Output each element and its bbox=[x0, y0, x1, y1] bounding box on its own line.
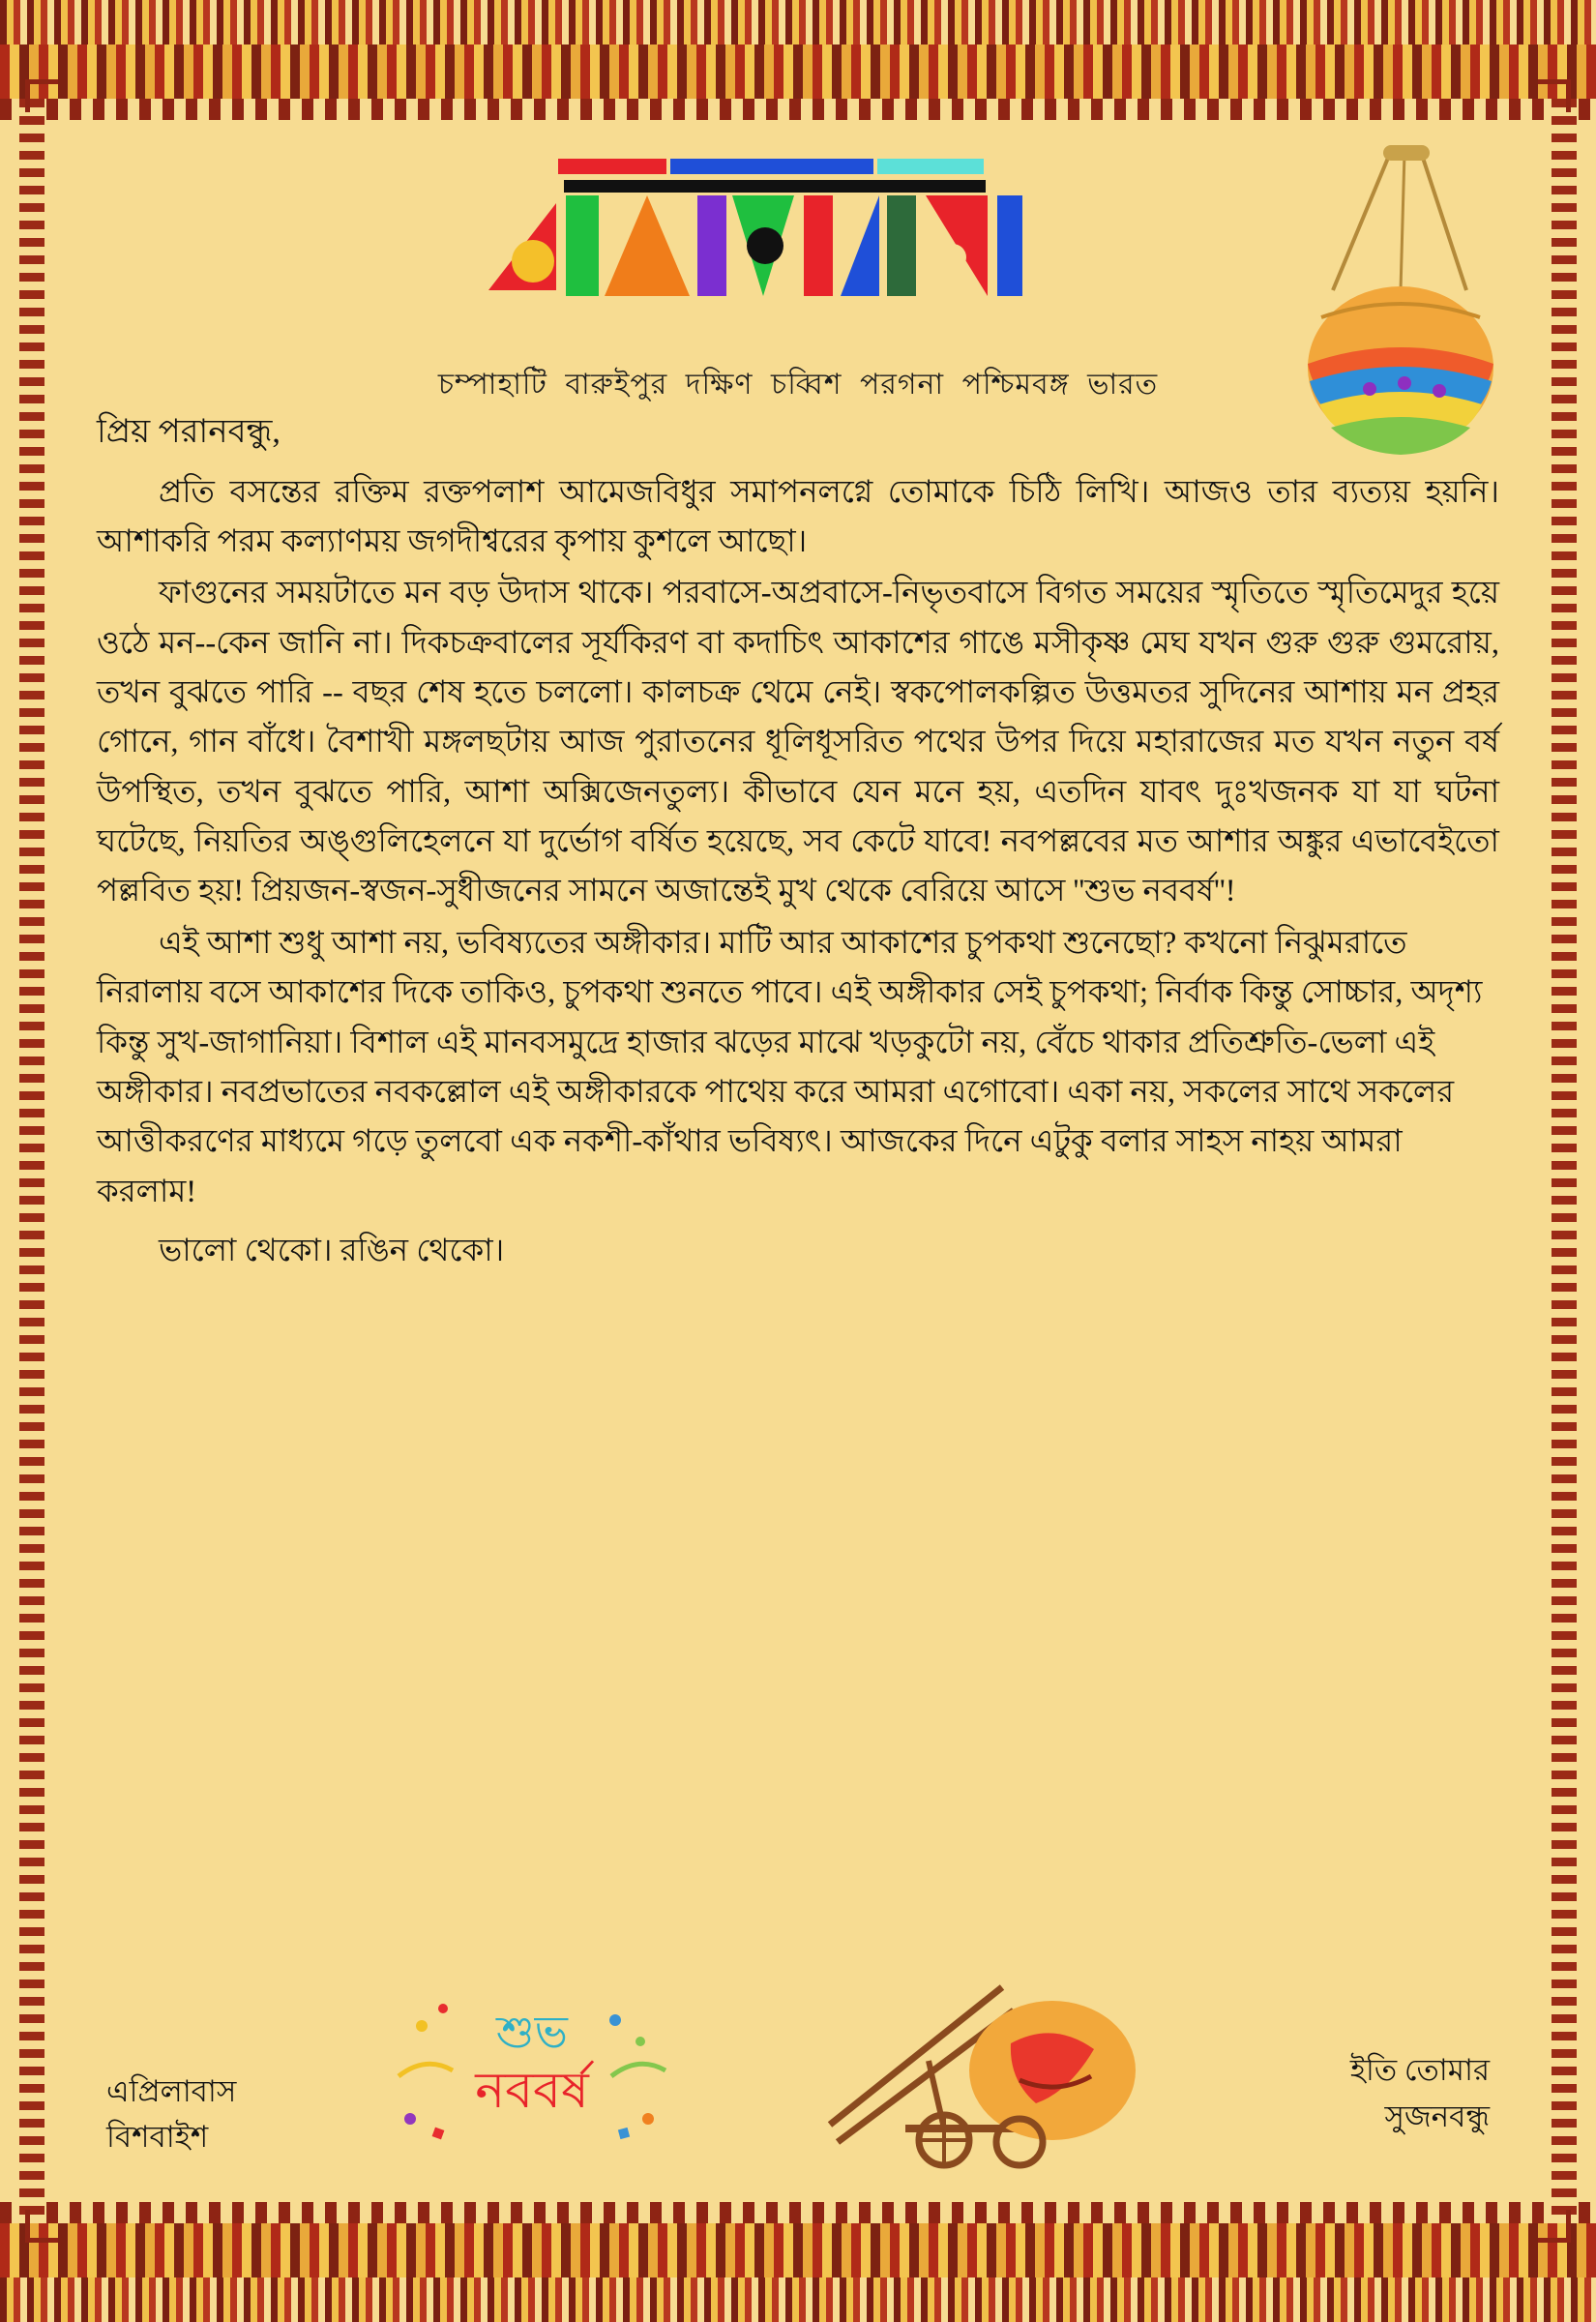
band-top bbox=[0, 45, 1596, 99]
border-top bbox=[0, 0, 1596, 45]
corner-mark-top-left bbox=[25, 79, 58, 112]
bullock-cart-illustration bbox=[813, 1935, 1161, 2177]
border-bottom bbox=[0, 2277, 1596, 2322]
band-inner-top bbox=[0, 99, 1596, 120]
corner-mark-bottom-left bbox=[25, 2210, 58, 2243]
letter-paragraph-3: এই আশা শুধু আশা নয়, ভবিষ্যতের অঙ্গীকার। মাটি আর আকাশের চুপকথা শুনেছো? কখনো নিঝুমরাতে নিরালায় বসে আকাশের দিকে তাকিও, চুপকথা শুনতে পাবে। এই অঙ্গীকার সেই চুপকথা; নির্বাক কিন্তু সোচ্চার, অদৃশ্য কিন্তু সুখ-জাগানিয়া। বিশাল এই মানবসমুদ্রে হাজার ঝড়ের মাঝে খড়কুটো নয়, বেঁচে থাকার প্রতিশ্রুতি-ভেলা এই অঙ্গীকার। নবপ্রভাতের নবকল্লোল এই অঙ্গীকারকে পাথেয় করে আমরা এগোবো। একা নয়, সকলের সাথে সকলের আত্তীকরণের মাধ্যমে গড়ে তুলবো এক নকশী-কাঁথার ভবিষ্যৎ। আজকের দিনে এটুকু বলার সাহস নাহয় আমরা করলাম! bbox=[97, 925, 1483, 1209]
signature-block bbox=[1350, 2047, 1490, 2140]
border-right bbox=[1552, 99, 1577, 2223]
shubho-text: শুভ bbox=[496, 2008, 568, 2057]
corner-mark-top-right bbox=[1538, 79, 1571, 112]
band-bottom bbox=[0, 2223, 1596, 2277]
nabobarsho-text: নববর্ষ bbox=[475, 2064, 589, 2119]
letter-paragraph-1: প্রতি বসন্তের রক্তিম রক্তপলাশ আমেজবিধুর সমাপনলগ্নে তোমাকে চিঠি লিখি। আজও তার ব্যত্যয় হয়নি। আশাকরি পরম কল্যাণময় জগদীশ্বরের কৃপায় কুশলে আছো। bbox=[97, 474, 1499, 560]
letter-paragraph-2: ফাগুনের সময়টাতে মন বড় উদাস থাকে। পরবাসে-অপ্রবাসে-নিভৃতবাসে বিগত সময়ের স্মৃতিতে স্মৃতিমেদুর হয়ে ওঠে মন--কেন জানি না। দিকচক্রবালের সূর্যকিরণ বা কদাচিৎ আকাশের গাঙে মসীকৃষ্ণ মেঘ যখন গুরু গুরু গুমরোয়, তখন বুঝতে পারি -- বছর শেষ হতে চললো। কালচক্র থেমে নেই। স্বকপোলকল্পিত উত্তমতর সুদিনের আশায় মন প্রহর গোনে, গান বাঁধে। বৈশাখী মঙ্গলছটায় আজ পুরাতনের ধূলিধূসরিত পথের উপর দিয়ে মহারাজের মত যখন নতুন বর্ষ উপস্থিত, তখন বুঝতে পারি, আশা অক্সিজেনতুল্য। কীভাবে যেন মনে হয়, এতদিন যাবৎ দুঃখজনক যা যা ঘটনা ঘটেছে, নিয়তির অঙ্গুলিহেলনে যা দুর্ভোগ বর্ষিত হয়েছে, সব কেটে যাবে! নবপল্লবের মত আশার অঙ্কুর এভাবেইতো পল্লবিত হয়! প্রিয়জন-স্বজন-সুধীজনের সামনে অজান্তেই মুখ থেকে বেরিয়ে আসে ''শুভ নববর্ষ''! bbox=[97, 576, 1499, 909]
parabar-logo-art bbox=[450, 145, 1146, 348]
letter-footer bbox=[97, 1935, 1499, 2177]
place-line: চম্পাহাটি বারুইপুর দক্ষিণ চব্বিশ পরগনা পশ্চিমবঙ্গ ভারত bbox=[437, 369, 1159, 401]
signature-line-2: সুজনবন্ধু bbox=[1384, 2099, 1490, 2133]
date-line-1: এপ্রিলাবাস bbox=[106, 2074, 237, 2108]
corner-mark-bottom-right bbox=[1538, 2210, 1571, 2243]
date-block bbox=[106, 2069, 236, 2159]
shubho-nabobarsho-emblem bbox=[387, 1983, 677, 2167]
date-line-2: বিশবাইশ bbox=[106, 2119, 209, 2154]
border-left bbox=[19, 99, 44, 2223]
salutation: প্রিয় পরানবন্ধু, bbox=[97, 414, 281, 450]
band-inner-bottom bbox=[0, 2202, 1596, 2223]
closing-line: ভালো থেকো। রঙিন থেকো। bbox=[159, 1233, 505, 1268]
signature-line-1: ইতি তোমার bbox=[1349, 2052, 1490, 2087]
letter-body bbox=[97, 406, 1499, 1276]
parabar-logo bbox=[450, 145, 1146, 348]
